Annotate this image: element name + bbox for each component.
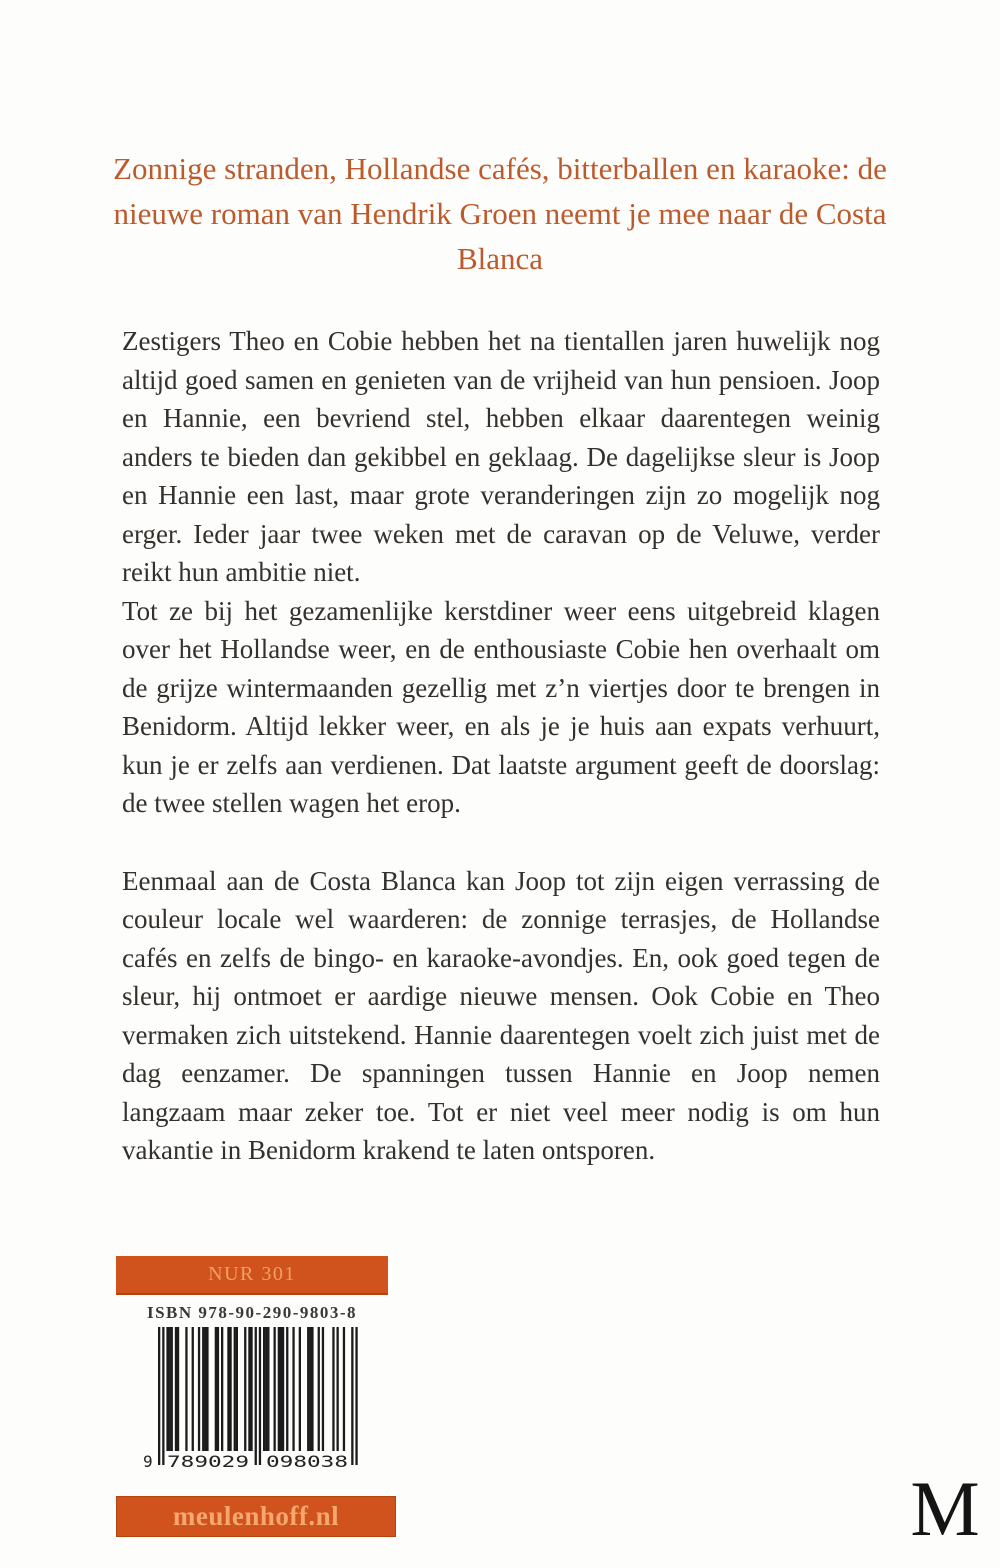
ean13-barcode-svg — [142, 1327, 384, 1475]
cover-tagline: Zonnige stranden, Hollandse cafés, bitterballen en karaoke: de nieuwe roman van Hendrik Groen neemt je mee naar de Costa Blanca — [113, 151, 887, 276]
publisher-url-label: meulenhoff.nl — [172, 1501, 340, 1531]
meulenhoff-m-logo: M — [910, 1465, 980, 1552]
nur-code-label: NUR 301 — [208, 1263, 296, 1285]
svg-text:098038: 098038 — [266, 1452, 348, 1471]
isbn-label: ISBN 978-90-290-9803-8 — [146, 1303, 358, 1322]
publisher-url-bar — [116, 1496, 396, 1537]
blurb-paragraph-1: Zestigers Theo en Cobie hebben het na tientallen jaren huwelijk nog altijd goed samen en genieten van de vrijheid van hun pensioen. Joop en Hannie, een bevriend stel, hebben elkaar daarentegen weinig anders te bieden dan gekibbel en geklaag. De dagelijkse sleur is Joop en Hannie een last, maar grote veranderingen zijn zo mogelijk nog erger. Ieder jaar twee weken met de caravan op de Veluwe, verder reikt hun ambitie niet. — [122, 326, 880, 587]
blurb — [122, 322, 880, 1170]
blurb-paragraph-3: Eenmaal aan de Costa Blanca kan Joop tot zijn eigen verrassing de couleur locale wel waarderen: de zonnige terrasjes, de Hollandse cafés en zelfs de bingo- en karaoke-avondjes. En, ook goed tegen de sleur, hij ontmoet er aardige nieuwe mensen. Ook Cobie en Theo vermaken zich uitstekend. Hannie daarentegen voelt zich juist met de dag eenzamer. De spanningen tussen Hannie en Joop nemen langzaam maar zeker toe. Tot er niet veel meer nodig is om hun vakantie in Benidorm krakend te laten ontsporen. — [122, 865, 880, 1165]
ean13-barcode — [142, 1327, 384, 1475]
blurb-paragraph-2: Tot ze bij het gezamenlijke kerstdiner weer eens uitgebreid klagen over het Hollandse weer, en de enthousiaste Cobie hen overhaalt om de grijze wintermaanden gezellig met z’n viertjes door te brengen in Benidorm. Altijd lekker weer, en als je je huis aan expats verhuurt, kun je er zelfs aan verdienen. Dat laatste argument geeft de doorslag: de twee stellen wagen het erop. — [122, 595, 880, 818]
svg-text:789029: 789029 — [167, 1452, 249, 1471]
nur-code-bar — [116, 1256, 388, 1295]
svg-text:9: 9 — [143, 1452, 153, 1471]
